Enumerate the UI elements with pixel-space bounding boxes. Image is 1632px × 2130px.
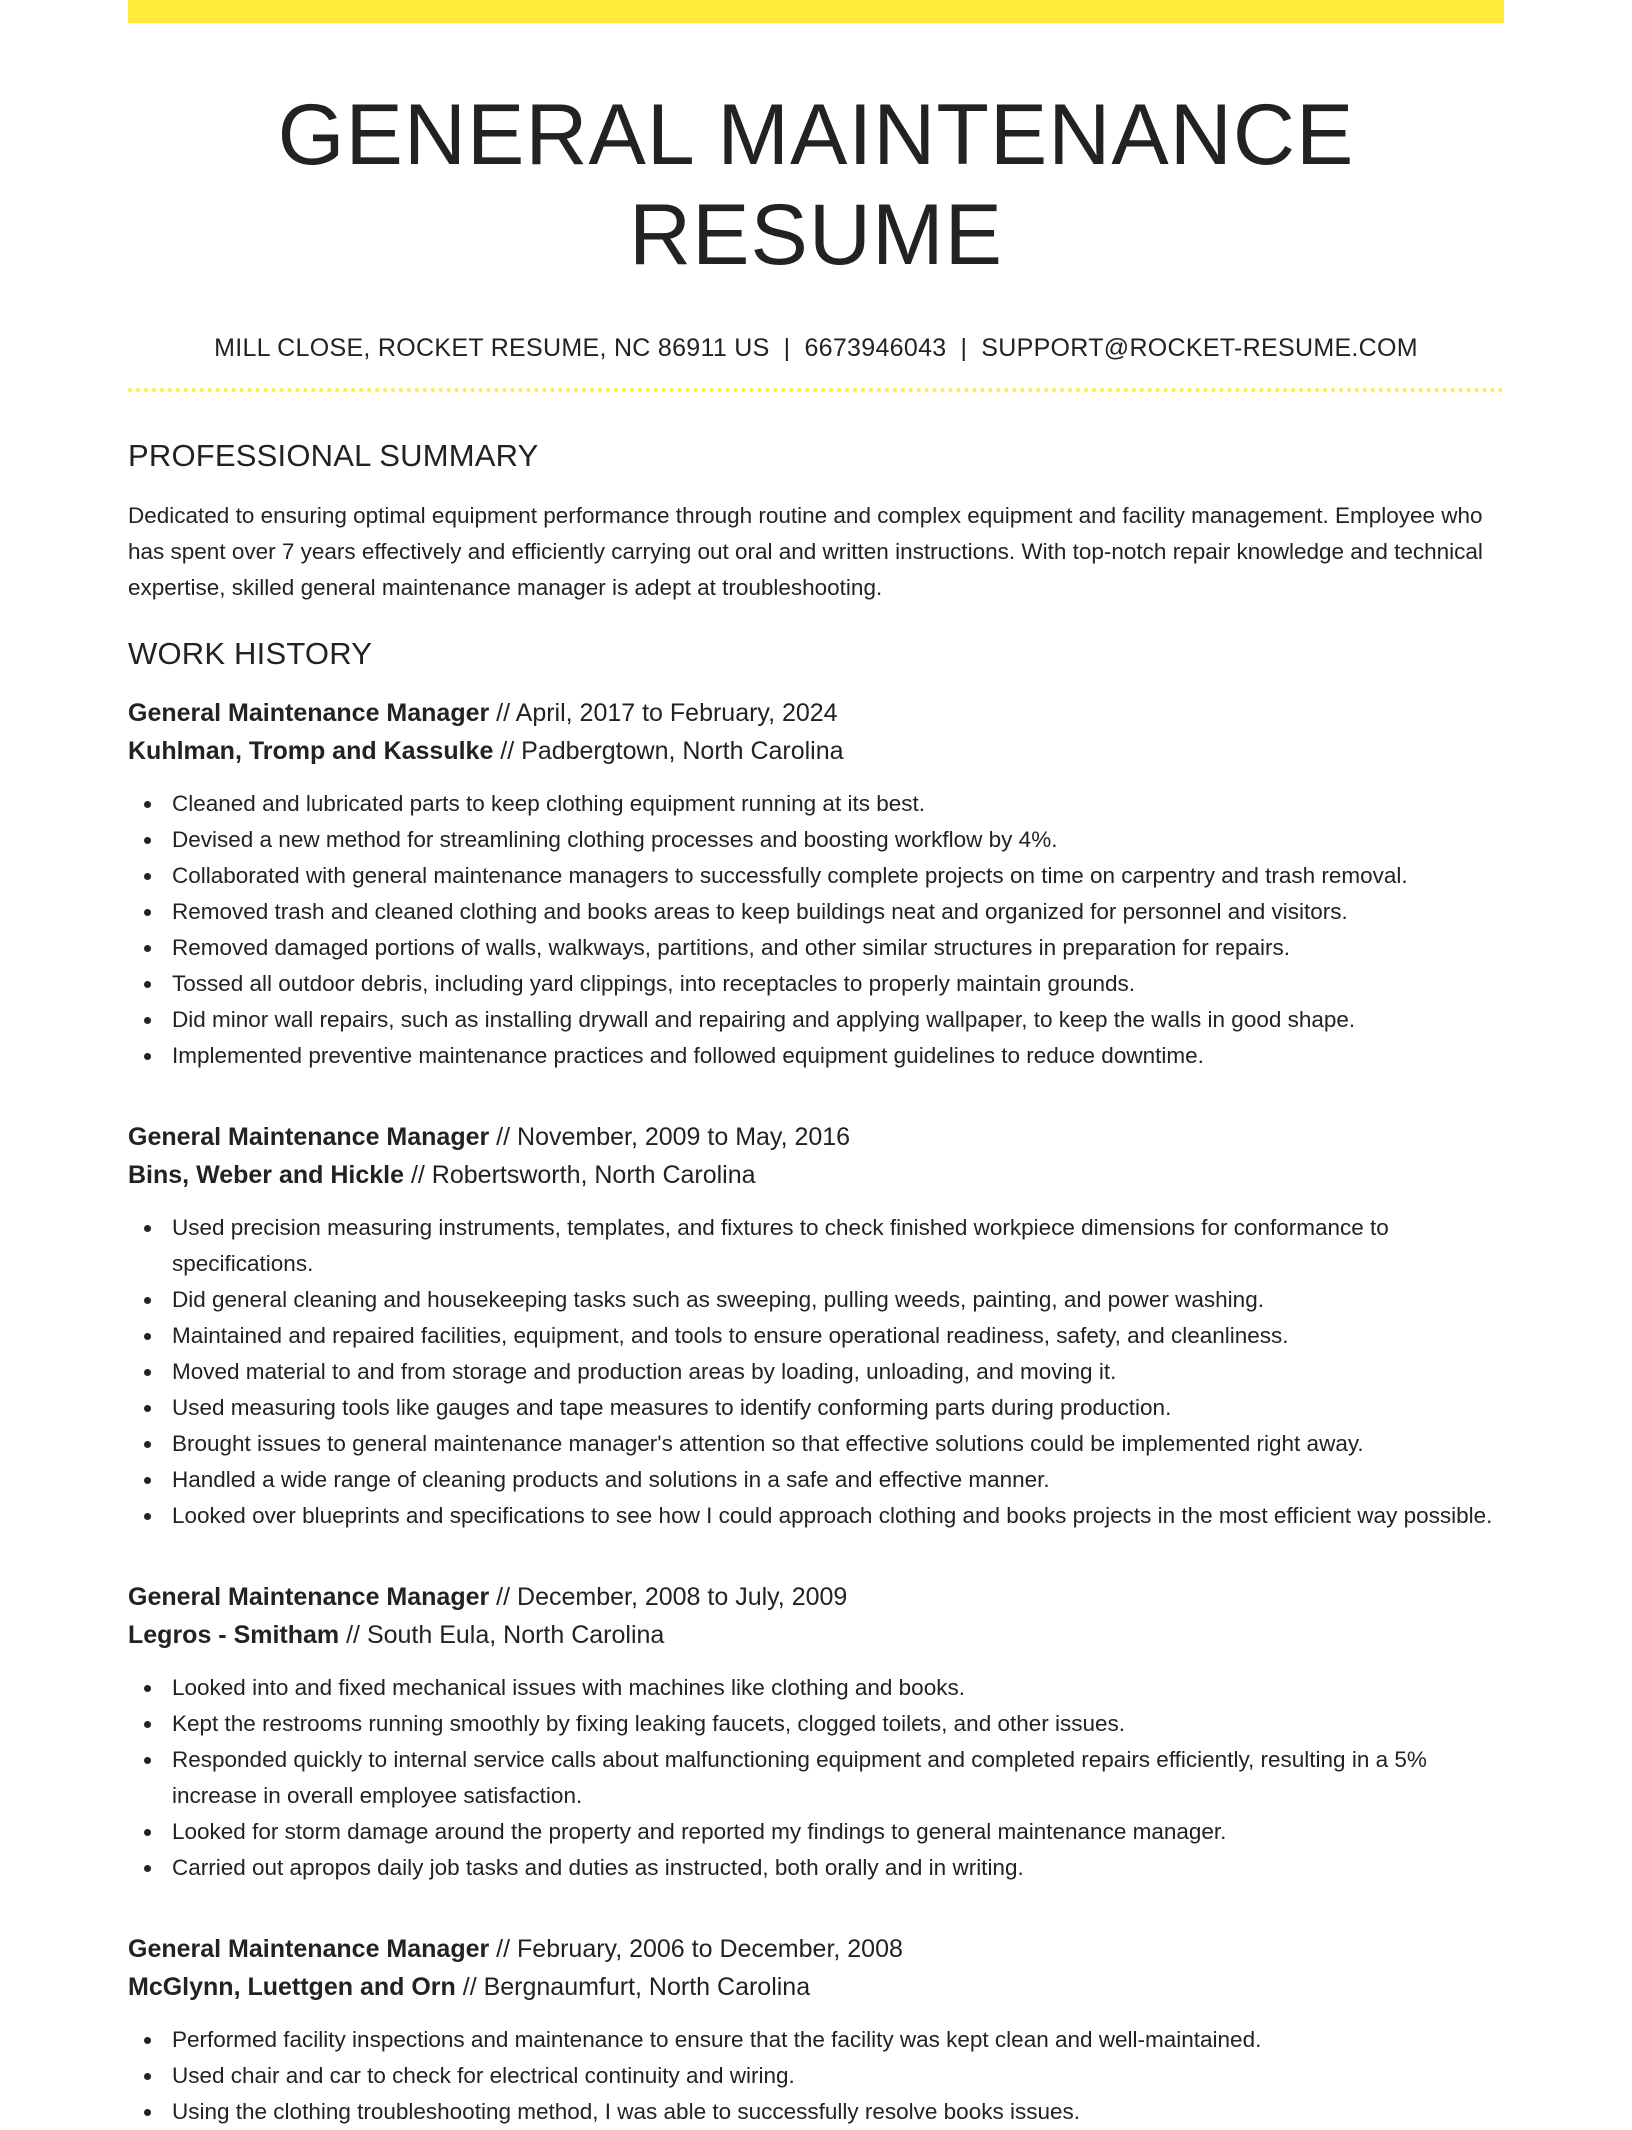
bullet-icon <box>144 1513 151 1520</box>
bullet-text: Did minor wall repairs, such as installing drywall and repairing and applying wallpaper, to keep the walls in good shape. <box>172 1007 1356 1032</box>
job-title-line <box>128 1930 1504 1968</box>
job-dates: // February, 2006 to December, 2008 <box>489 1935 903 1963</box>
list-item <box>128 1390 1504 1426</box>
contact-email: SUPPORT@ROCKET-RESUME.COM <box>981 334 1418 362</box>
bullet-icon <box>144 1685 151 1692</box>
bullet-icon <box>144 1477 151 1484</box>
bullet-text: Collaborated with general maintenance managers to successfully complete projects on time on carpentry and trash removal. <box>172 863 1408 888</box>
job-entry <box>128 1578 1504 1886</box>
list-item <box>128 966 1504 1002</box>
bullet-text: Looked into and fixed mechanical issues with machines like clothing and books. <box>172 1675 965 1700</box>
bullet-icon <box>144 909 151 916</box>
bullet-text: Looked over blueprints and specifications to see how I could approach clothing and books projects in the most efficient way possible. <box>172 1503 1493 1528</box>
bullet-icon <box>144 1225 151 1232</box>
bullet-icon <box>144 1757 151 1764</box>
job-location: // Robertsworth, North Carolina <box>404 1161 756 1189</box>
work-history-list <box>128 694 1504 2130</box>
job-company-line <box>128 732 1504 770</box>
job-bullets <box>128 1670 1504 1886</box>
list-item <box>128 1814 1504 1850</box>
bullet-icon <box>144 1829 151 1836</box>
bullet-text: Brought issues to general maintenance manager's attention so that effective solutions could be implemented right away. <box>172 1431 1364 1456</box>
list-item <box>128 1038 1504 1074</box>
bullet-icon <box>144 945 151 952</box>
bullet-text: Used measuring tools like gauges and tape measures to identify conforming parts during production. <box>172 1395 1172 1420</box>
bullet-icon <box>144 873 151 880</box>
bullet-icon <box>144 1333 151 1340</box>
list-item <box>128 1742 1504 1814</box>
job-title-line <box>128 694 1504 732</box>
list-item <box>128 894 1504 930</box>
job-title: General Maintenance Manager <box>128 1583 490 1611</box>
contact-phone: 6673946043 <box>804 334 947 362</box>
bullet-icon <box>144 2073 151 2080</box>
job-title: General Maintenance Manager <box>128 1935 490 1963</box>
contact-separator: | <box>960 334 968 362</box>
list-item <box>128 1670 1504 1706</box>
job-entry <box>128 1930 1504 2130</box>
list-item <box>128 1318 1504 1354</box>
bullet-text: Performed facility inspections and maintenance to ensure that the facility was kept clean and well-maintained. <box>172 2027 1262 2052</box>
bullet-icon <box>144 1405 151 1412</box>
list-item <box>128 1498 1504 1534</box>
job-dates: // April, 2017 to February, 2024 <box>489 699 838 727</box>
bullet-text: Looked for storm damage around the property and reported my findings to general maintenance manager. <box>172 1819 1227 1844</box>
bullet-text: Removed trash and cleaned clothing and books areas to keep buildings neat and organized for personnel and visitors. <box>172 899 1348 924</box>
bullet-text: Using the clothing troubleshooting method, I was able to successfully resolve books issues. <box>172 2099 1080 2124</box>
page-title: GENERAL MAINTENANCE RESUME <box>277 87 1355 283</box>
bullet-icon <box>144 801 151 808</box>
bullet-icon <box>144 1053 151 1060</box>
job-title: General Maintenance Manager <box>128 1123 490 1151</box>
bullet-icon <box>144 2109 151 2116</box>
bullet-text: Removed damaged portions of walls, walkways, partitions, and other similar structures in preparation for repairs. <box>172 935 1291 960</box>
bullet-icon <box>144 1721 151 1728</box>
job-dates: // November, 2009 to May, 2016 <box>489 1123 851 1151</box>
bullet-icon <box>144 1017 151 1024</box>
list-item <box>128 2094 1504 2130</box>
bullet-text: Devised a new method for streamlining clothing processes and boosting workflow by 4%. <box>172 827 1058 852</box>
resume-page <box>128 0 1504 2130</box>
job-location: // Bergnaumfurt, North Carolina <box>455 1973 811 2001</box>
bullet-icon <box>144 1865 151 1872</box>
bullet-text: Tossed all outdoor debris, including yard clippings, into receptacles to properly maintain grounds. <box>172 971 1136 996</box>
contact-separator: | <box>783 334 791 362</box>
dotted-divider <box>128 388 1504 392</box>
job-entry <box>128 1118 1504 1534</box>
list-item <box>128 1462 1504 1498</box>
bullet-text: Carried out apropos daily job tasks and duties as instructed, both orally and in writing. <box>172 1855 1024 1880</box>
list-item <box>128 1210 1504 1282</box>
job-company: McGlynn, Luettgen and Orn <box>128 1973 456 2001</box>
job-title-line <box>128 1118 1504 1156</box>
list-item <box>128 930 1504 966</box>
bullet-icon <box>144 837 151 844</box>
bullet-text: Handled a wide range of cleaning products and solutions in a safe and effective manner. <box>172 1467 1050 1492</box>
bullet-icon <box>144 1297 151 1304</box>
job-company: Kuhlman, Tromp and Kassulke <box>128 737 494 765</box>
job-bullets <box>128 1210 1504 1534</box>
job-location: // South Eula, North Carolina <box>339 1621 665 1649</box>
contact-line <box>128 333 1504 363</box>
bullet-text: Responded quickly to internal service calls about malfunctioning equipment and completed repairs efficiently, resulting in a 5% increase in overall employee satisfaction. <box>172 1747 1427 1808</box>
work-history-heading: WORK HISTORY <box>128 636 373 671</box>
list-item <box>128 1282 1504 1318</box>
bullet-text: Moved material to and from storage and production areas by loading, unloading, and moving it. <box>172 1359 1117 1384</box>
summary-text: Dedicated to ensuring optimal equipment performance through routine and complex equipment and facility management. Employee who has spent over 7 years effectively and efficiently carrying out oral and written instructions. With top-notch repair knowledge and technical expertise, skilled general maintenance manager is adept at troubleshooting. <box>128 503 1483 600</box>
accent-bar <box>128 0 1504 23</box>
list-item <box>128 822 1504 858</box>
job-company: Bins, Weber and Hickle <box>128 1161 405 1189</box>
bullet-text: Maintained and repaired facilities, equipment, and tools to ensure operational readiness, safety, and cleanliness. <box>172 1323 1289 1348</box>
bullet-text: Implemented preventive maintenance practices and followed equipment guidelines to reduce downtime. <box>172 1043 1204 1068</box>
job-entry <box>128 694 1504 1074</box>
bullet-icon <box>144 1369 151 1376</box>
job-location: // Padbergtown, North Carolina <box>493 737 844 765</box>
job-company-line <box>128 1968 1504 2006</box>
list-item <box>128 1706 1504 1742</box>
list-item <box>128 1002 1504 1038</box>
job-title: General Maintenance Manager <box>128 699 490 727</box>
list-item <box>128 1354 1504 1390</box>
bullet-icon <box>144 1441 151 1448</box>
list-item <box>128 1850 1504 1886</box>
summary-heading: PROFESSIONAL SUMMARY <box>128 438 539 473</box>
job-title-line <box>128 1578 1504 1616</box>
contact-address: MILL CLOSE, ROCKET RESUME, NC 86911 US <box>214 334 770 362</box>
list-item <box>128 1426 1504 1462</box>
job-company: Legros - Smitham <box>128 1621 340 1649</box>
bullet-text: Kept the restrooms running smoothly by fixing leaking faucets, clogged toilets, and other issues. <box>172 1711 1126 1736</box>
list-item <box>128 858 1504 894</box>
bullet-text: Used chair and car to check for electrical continuity and wiring. <box>172 2063 795 2088</box>
list-item <box>128 2058 1504 2094</box>
job-company-line <box>128 1616 1504 1654</box>
bullet-icon <box>144 981 151 988</box>
list-item <box>128 786 1504 822</box>
job-company-line <box>128 1156 1504 1194</box>
bullet-icon <box>144 2037 151 2044</box>
bullet-text: Cleaned and lubricated parts to keep clothing equipment running at its best. <box>172 791 925 816</box>
bullet-text: Used precision measuring instruments, templates, and fixtures to check finished workpiece dimensions for conformance to specifications. <box>172 1215 1389 1276</box>
job-dates: // December, 2008 to July, 2009 <box>489 1583 848 1611</box>
bullet-text: Did general cleaning and housekeeping tasks such as sweeping, pulling weeds, painting, and power washing. <box>172 1287 1264 1312</box>
job-bullets <box>128 2022 1504 2130</box>
list-item <box>128 2022 1504 2058</box>
job-bullets <box>128 786 1504 1074</box>
